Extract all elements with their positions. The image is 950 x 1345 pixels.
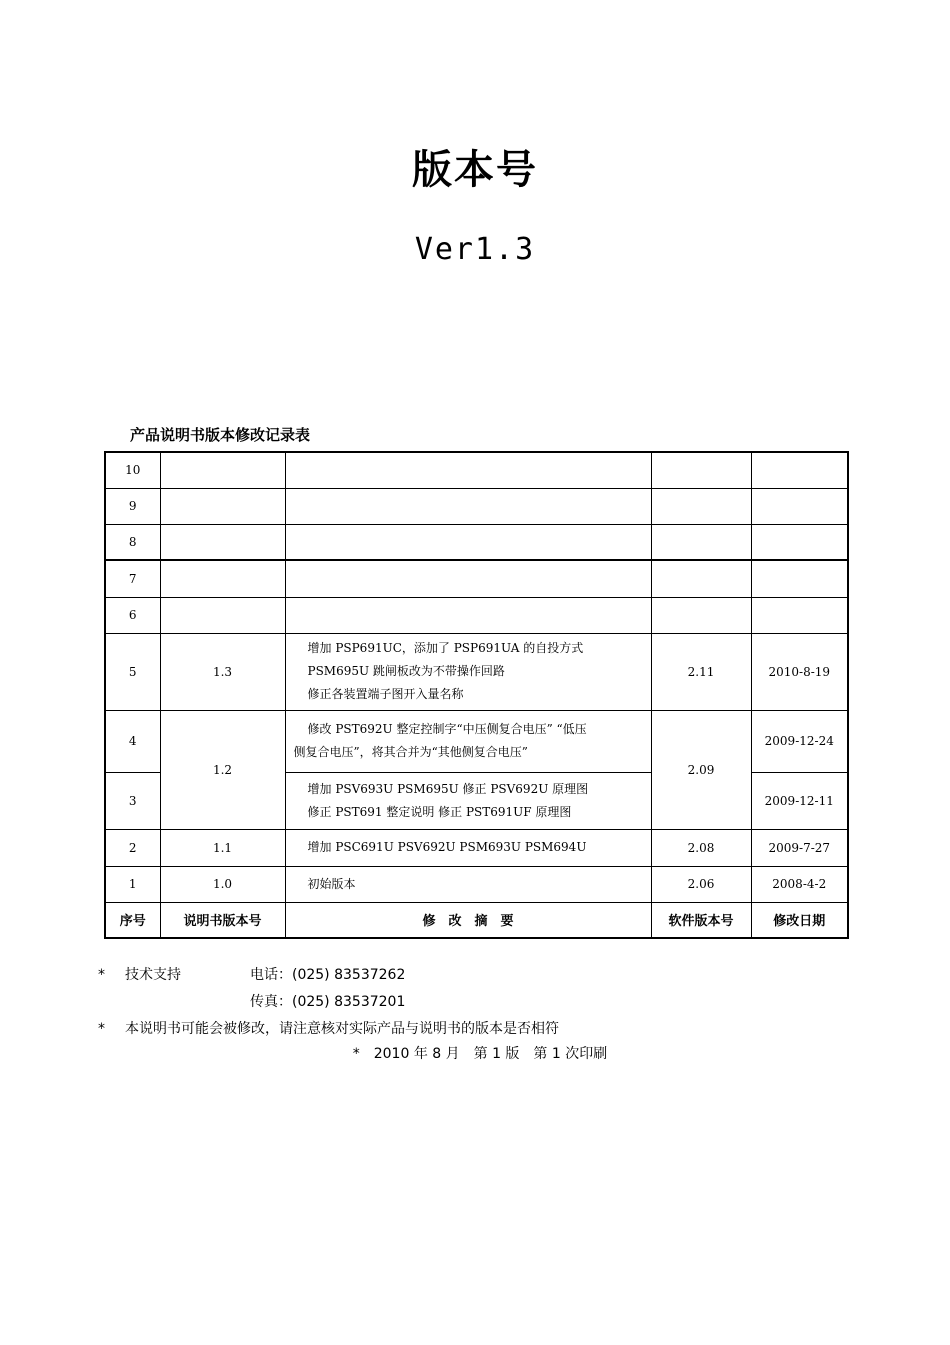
cell-software-version [651,597,751,633]
summary-line: 修改 PST692U 整定控制字“中压侧复合电压” “低压 [307,722,587,736]
print-info: * 2010 年 8 月 第 1 版 第 1 次印刷 [352,1046,608,1062]
cell-software-version [651,452,751,488]
cell-no: 10 [105,452,160,488]
cell-software-version [651,560,751,597]
bullet: * [98,967,105,983]
cell-date: 2009-7-27 [751,829,848,866]
disclaimer: 本说明书可能会被修改，请注意核对实际产品与说明书的版本是否相符 [125,1021,559,1037]
version-number: Ver1.3 [414,232,536,267]
header-manual-version: 说明书版本号 [160,902,285,938]
support-label: 技术支持 [125,967,181,983]
cell-summary [285,452,651,488]
summary-line: 增加 PSV693U PSM695U 修正 PSV692U 原理图 [307,781,589,796]
cell-software-version: 2.11 [651,633,751,710]
cell-date [751,488,848,524]
cell-summary [285,829,651,866]
summary-line: 侧复合电压”，将其合并为“其他侧复合电压” [293,745,528,759]
cell-no: 7 [105,560,160,597]
cell-date: 2009-12-24 [751,710,848,772]
cell-manual-version: 1.3 [160,633,285,710]
cell-no: 3 [105,772,160,829]
summary-line: PSM695U 跳闸板改为不带操作回路 [307,664,505,678]
cell-summary [285,488,651,524]
summary-line: 增加 PSP691UC，添加了 PSP691UA 的自投方式 [307,641,584,655]
cell-software-version [651,524,751,560]
header-no: 序号 [105,902,160,938]
cell-manual-version: 1.0 [160,866,285,902]
table-row [105,488,848,524]
cell-software-version [651,488,751,524]
summary-line: 修正 PST691 整定说明 修正 PST691UF 原理图 [307,804,572,819]
cell-summary [285,560,651,597]
cell-date [751,597,848,633]
header-summary: 修 改 摘 要 [285,902,651,938]
cell-date [751,524,848,560]
table-row [105,524,848,560]
cell-no: 6 [105,597,160,633]
cell-manual-version [160,488,285,524]
cell-manual-version: 1.1 [160,829,285,866]
cell-date: 2010-8-19 [751,633,848,710]
cell-no: 5 [105,633,160,710]
cell-no: 9 [105,488,160,524]
cell-date [751,560,848,597]
page-title: 版本号 [412,147,538,193]
cell-date: 2009-12-11 [751,772,848,829]
cell-date: 2008-4-2 [751,866,848,902]
cell-manual-version [160,452,285,488]
table-header-row [105,902,848,938]
table-row [105,633,848,710]
cell-no: 1 [105,866,160,902]
cell-summary [285,597,651,633]
support-fax: 传真：(025) 83537201 [250,994,406,1010]
cell-manual-version [160,560,285,597]
cell-no: 2 [105,829,160,866]
cell-software-version: 2.09 [651,710,751,829]
support-phone: 电话：(025) 83537262 [250,967,406,983]
cell-summary [285,633,651,710]
cell-software-version: 2.08 [651,829,751,866]
cell-software-version: 2.06 [651,866,751,902]
cell-manual-version [160,597,285,633]
cell-summary [285,866,651,902]
table-row [105,866,848,902]
table-caption: 产品说明书版本修改记录表 [130,426,311,444]
summary-line: 初始版本 [307,876,356,891]
cell-summary [285,710,651,772]
header-software-version: 软件版本号 [651,902,751,938]
cell-no: 4 [105,710,160,772]
cell-summary [285,524,651,560]
cell-date [751,452,848,488]
summary-line: 修正各装置端子图开入量名称 [307,687,464,701]
header-date: 修改日期 [751,902,848,938]
cell-manual-version [160,524,285,560]
cell-manual-version: 1.2 [160,710,285,829]
cell-summary [285,772,651,829]
table-row [105,560,848,597]
table-row [105,829,848,866]
cell-no: 8 [105,524,160,560]
table-row [105,452,848,488]
bullet: * [98,1021,105,1037]
summary-line: 增加 PSC691U PSV692U PSM693U PSM694U [307,840,587,854]
table-row [105,710,848,772]
table-row [105,597,848,633]
version-record-table [104,451,849,939]
